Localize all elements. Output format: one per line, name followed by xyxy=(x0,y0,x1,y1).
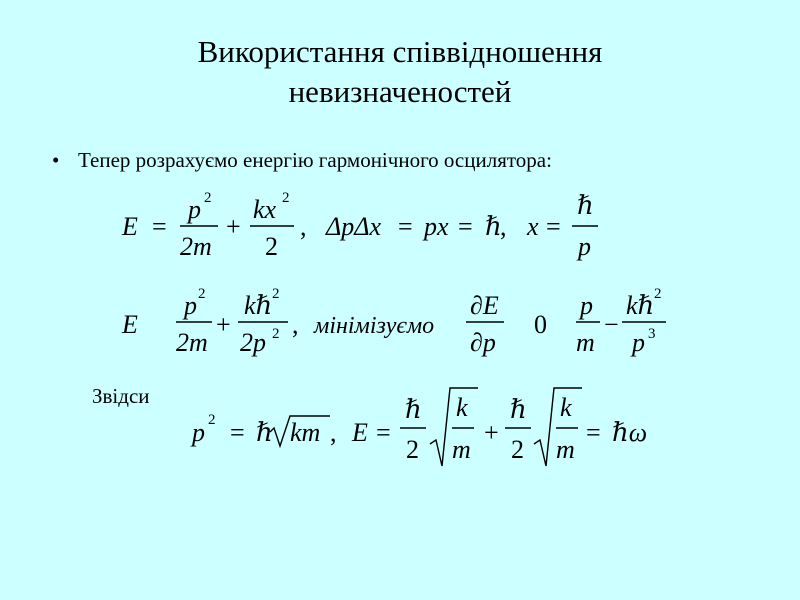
eq2-p: p xyxy=(184,291,197,320)
eq1-p-denominator: p xyxy=(578,232,591,261)
eq3-equals: = xyxy=(230,418,245,447)
eq3-m-2: m xyxy=(556,435,575,464)
eq1-equals-4: = xyxy=(546,212,561,241)
eq1-2m: 2m xyxy=(180,232,212,261)
eq3-p-exponent: 2 xyxy=(208,412,216,428)
eq3-hbar-num-2: ℏ xyxy=(510,395,527,424)
eq3-comma: , xyxy=(330,418,337,447)
eq3-denom-2a: 2 xyxy=(406,435,419,464)
eq1-E: E xyxy=(122,212,138,241)
eq3-E: E xyxy=(352,418,368,447)
eq2-2m: 2m xyxy=(176,328,208,357)
eq1-equals-2: = xyxy=(398,212,413,241)
eq1-delta-p-delta-x: ΔpΔx xyxy=(326,212,382,241)
eq3-hbar-num-1: ℏ xyxy=(405,395,422,424)
eq1-denom-2: 2 xyxy=(265,232,278,261)
title-line-1: Використання співвідношення xyxy=(197,34,603,69)
equation-3 xyxy=(190,388,647,466)
eq2-k-hbar-2: kℏ xyxy=(626,291,655,320)
equation-2 xyxy=(121,286,666,357)
equation-1 xyxy=(121,190,598,261)
eq1-p: p xyxy=(188,195,201,224)
eq2-m: m xyxy=(576,328,595,357)
eq3-p: p xyxy=(192,418,205,447)
eq2-dE: ∂E xyxy=(470,291,499,320)
eq2-minimizing-word: мінімізуємо xyxy=(314,313,435,339)
eq2-comma: , xyxy=(292,310,299,339)
eq2-2p-exponent: 2 xyxy=(272,326,280,342)
eq1-kx-exponent: 2 xyxy=(282,190,290,206)
eq1-comma-2: , xyxy=(500,212,507,241)
eq1-comma: , xyxy=(300,212,307,241)
eq1-equals-3: = xyxy=(458,212,473,241)
eq1-x: x xyxy=(527,212,539,241)
eq1-equals: = xyxy=(152,212,167,241)
hence-label: Звідси xyxy=(92,384,150,408)
eq1-px: px xyxy=(424,212,449,241)
bullet-text: Тепер розрахуємо енергію гармонічного осцилятора: xyxy=(78,148,552,172)
bullet-dot: • xyxy=(52,148,60,172)
eq3-km: km xyxy=(290,418,321,447)
eq3-equals-3: = xyxy=(586,418,601,447)
eq3-equals-2: = xyxy=(376,418,391,447)
eq2-plus: + xyxy=(216,310,231,339)
eq2-dp: ∂p xyxy=(470,328,496,357)
eq1-p-exponent: 2 xyxy=(204,190,212,206)
eq3-hbar-omega: ℏω xyxy=(612,418,648,447)
title-line-2: невизначеностей xyxy=(288,74,512,109)
eq2-minus: − xyxy=(604,310,619,339)
eq2-p-over-m-num: p xyxy=(580,291,593,320)
eq2-p-exponent: 2 xyxy=(198,286,206,302)
eq1-hbar: ℏ xyxy=(485,212,502,241)
eq3-k-1: k xyxy=(456,393,468,422)
eq2-p3: p xyxy=(632,328,645,357)
eq3-plus: + xyxy=(484,418,499,447)
eq2-k-hbar-exponent: 2 xyxy=(272,286,280,302)
eq2-zero: 0 xyxy=(534,310,547,339)
eq3-hbar: ℏ xyxy=(256,418,273,447)
eq2-k-hbar-2-exponent: 2 xyxy=(654,286,662,302)
eq1-kx: kx xyxy=(253,195,277,224)
eq2-2p: 2p xyxy=(240,328,266,357)
eq2-p3-exponent: 3 xyxy=(648,326,656,342)
eq1-hbar-numerator: ℏ xyxy=(577,191,594,220)
eq3-m-1: m xyxy=(452,435,471,464)
eq3-k-2: k xyxy=(560,393,572,422)
eq3-denom-2b: 2 xyxy=(511,435,524,464)
eq2-E: E xyxy=(122,310,138,339)
eq1-plus: + xyxy=(226,212,241,241)
eq2-k-hbar: kℏ xyxy=(244,291,273,320)
